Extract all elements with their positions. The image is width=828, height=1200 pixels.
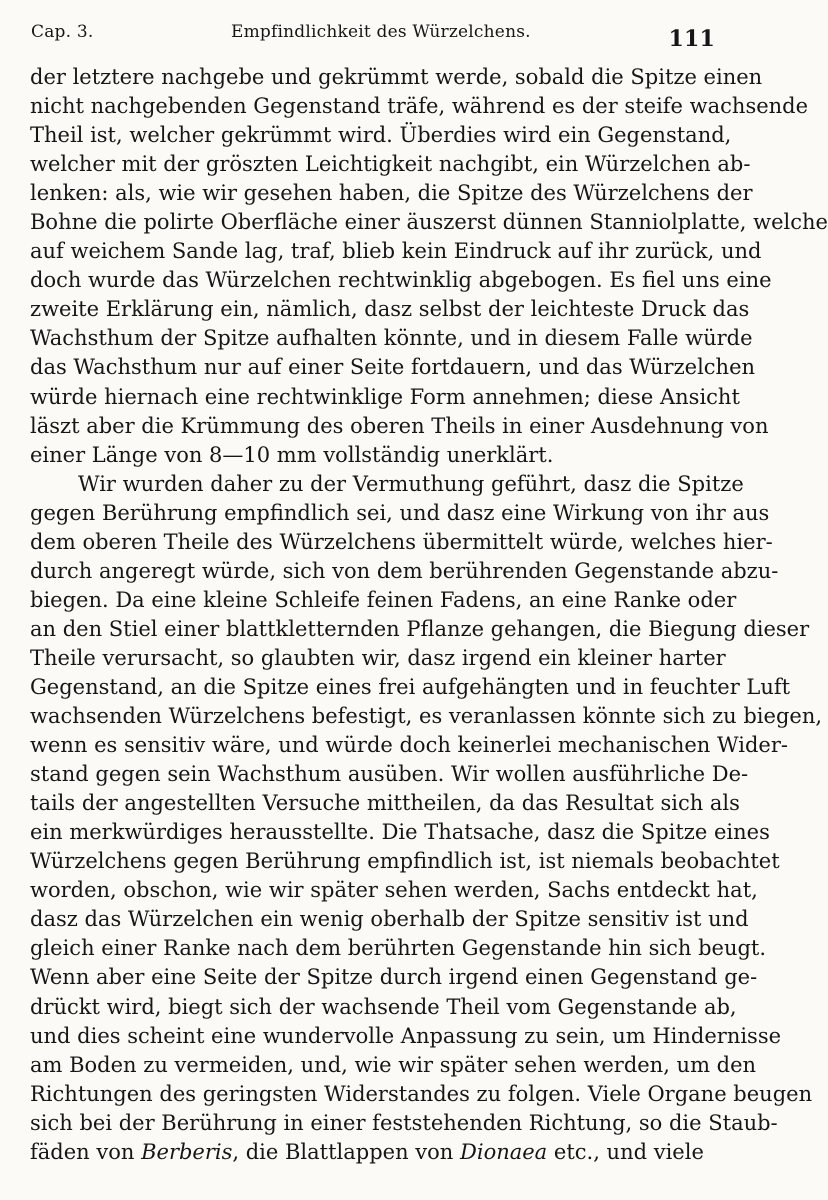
page-number: 111 [668, 26, 715, 52]
text-line: und dies scheint eine wundervolle Anpassung zu sein, um Hindernisse [30, 1023, 782, 1048]
text-line: Wachsthum der Spitze aufhalten könnte, und in diesem Falle würde [30, 326, 753, 351]
chapter-label: Cap. 3. [31, 22, 94, 42]
text-line [30, 1138, 704, 1167]
italic-term: Berberis [141, 1139, 233, 1164]
text-line: an den Stiel einer blattkletternden Pflanze gehangen, die Biegung dieser [30, 616, 810, 641]
text-line: Bohne die polirte Oberfläche einer äuszerst dünnen Stanniolplatte, welche [30, 210, 828, 235]
text-line: tails der angestellten Versuche mittheilen, da das Resultat sich als [30, 791, 740, 816]
text-segment: , die Blattlappen von [232, 1139, 461, 1164]
text-line: auf weichem Sande lag, traf, blieb kein Eindruck auf ihr zurück, und [30, 239, 762, 264]
text-line: durch angeregt würde, sich von dem berührenden Gegenstande abzu- [30, 558, 779, 583]
text-line: am Boden zu vermeiden, und, wie wir später sehen werden, um den [30, 1052, 757, 1077]
text-line: Wir wurden daher zu der Vermuthung geführt, dasz die Spitze [78, 471, 744, 496]
text-line: der letztere nachgebe und gekrümmt werde, sobald die Spitze einen [30, 65, 763, 89]
text-line: biegen. Da eine kleine Schleife feinen Fadens, an eine Ranke oder [30, 587, 737, 612]
text-line: wachsenden Würzelchens befestigt, es veranlassen könnte sich zu biegen, [30, 704, 823, 729]
text-line: nicht nachgebenden Gegenstand träfe, während es der steife wachsende [30, 94, 809, 119]
text-line: zweite Erklärung ein, nämlich, dasz selbst der leichteste Druck das [30, 297, 750, 322]
text-line: läszt aber die Krümmung des oberen Theils in einer Ausdehnung von [30, 413, 769, 438]
page-header [31, 22, 715, 50]
text-line: lenken: als, wie wir gesehen haben, die Spitze des Würzelchens der [30, 181, 753, 206]
text-line: Gegenstand, an die Spitze eines frei aufgehängten und in feuchter Luft [30, 674, 791, 699]
text-line: stand gegen sein Wachsthum ausüben. Wir wollen ausführliche De- [30, 762, 749, 787]
text-line: würde hiernach eine rechtwinklige Form annehmen; diese Ansicht [30, 384, 740, 409]
text-line: Wenn aber eine Seite der Spitze durch irgend einen Gegenstand ge- [30, 965, 758, 990]
text-line: worden, obschon, wie wir später sehen werden, Sachs entdeckt hat, [30, 878, 758, 903]
text-line: gleich einer Ranke nach dem berührten Gegenstande hin sich beugt. [30, 936, 767, 961]
text-line: doch wurde das Würzelchen rechtwinklig abgebogen. Es fiel uns eine [30, 268, 772, 293]
body-text [30, 63, 828, 1167]
text-line: gegen Berührung empfindlich sei, und dasz eine Wirkung von ihr aus [30, 500, 770, 525]
text-line: Theile verursacht, so glaubten wir, dasz irgend ein kleiner harter [30, 645, 726, 670]
text-line: das Wachsthum nur auf einer Seite fortdauern, und das Würzelchen [30, 355, 756, 380]
text-line: Richtungen des geringsten Widerstandes zu folgen. Viele Organe beugen [30, 1081, 813, 1106]
text-line: wenn es sensitiv wäre, und würde doch keinerlei mechanischen Wider- [30, 733, 788, 758]
text-line: dasz das Würzelchen ein wenig oberhalb der Spitze sensitiv ist und [30, 907, 749, 932]
running-title: Empfindlichkeit des Würzelchens. [231, 22, 531, 42]
text-line: drückt wird, biegt sich der wachsende Theil vom Gegenstande ab, [30, 994, 737, 1019]
text-line: Würzelchens gegen Berührung empfindlich ist, ist niemals beobachtet [30, 849, 780, 874]
italic-term: Dionaea [460, 1139, 548, 1164]
text-line: welcher mit der gröszten Leichtigkeit nachgibt, ein Würzelchen ab- [30, 152, 751, 177]
text-line: sich bei der Berührung in einer feststehenden Richtung, so die Staub- [30, 1110, 778, 1135]
text-line: ein merkwürdiges herausstellte. Die Thatsache, dasz die Spitze eines [30, 820, 770, 845]
text-line: dem oberen Theile des Würzelchens übermittelt würde, welches hier- [30, 529, 773, 554]
text-segment: etc., und viele [547, 1139, 704, 1164]
text-segment: fäden von [30, 1139, 142, 1164]
text-line: Theil ist, welcher gekrümmt wird. Überdies wird ein Gegenstand, [30, 123, 732, 148]
text-line: einer Länge von 8—10 mm vollständig unerklärt. [30, 442, 554, 467]
